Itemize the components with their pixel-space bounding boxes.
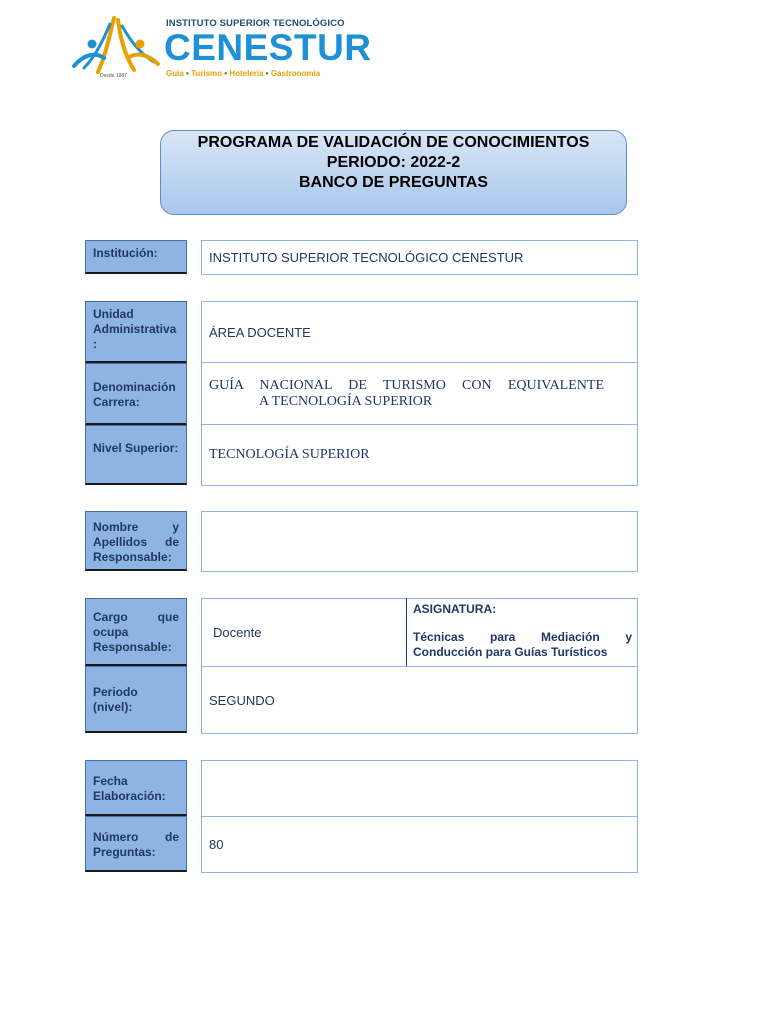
tagline-item: Turismo <box>191 69 223 78</box>
nivel-value: TECNOLOGÍA SUPERIOR <box>209 447 370 462</box>
denominacion-value-line-2: A TECNOLOGÍA SUPERIOR <box>259 393 433 409</box>
institucion-field[interactable] <box>201 240 638 275</box>
tagline-separator: • <box>265 69 269 78</box>
fecha-label: Fecha Elaboración: <box>85 760 187 816</box>
asignatura-label: ASIGNATURA: <box>413 602 497 616</box>
logo-tagline <box>166 69 320 78</box>
denominacion-label: Denominación Carrera: <box>85 363 187 425</box>
unidad-value: ÁREA DOCENTE <box>209 324 311 340</box>
periodo-field[interactable] <box>201 667 638 734</box>
tagline-item: Hotelería <box>229 69 264 78</box>
nivel-field[interactable] <box>201 425 638 486</box>
unidad-field[interactable] <box>201 301 638 363</box>
tagline-item: Gastronomía <box>270 69 321 78</box>
institucion-label: Institución: <box>85 240 187 274</box>
numero-value: 80 <box>209 837 224 852</box>
numero-label: Número de Preguntas: <box>85 816 187 872</box>
asignatura-field[interactable] <box>406 598 638 666</box>
title-line-3: BANCO DE PREGUNTAS <box>298 174 489 191</box>
periodo-value: SEGUNDO <box>209 692 275 708</box>
denominacion-field[interactable] <box>201 363 638 425</box>
institucion-value: INSTITUTO SUPERIOR TECNOLÓGICO CENESTUR <box>209 250 524 265</box>
tagline-separator: • <box>186 69 189 78</box>
responsable-label: Nombre y Apellidos de Responsable: <box>85 511 187 571</box>
cargo-label: Cargo que ocupa Responsable: <box>85 598 187 666</box>
logo-name-text: CENESTUR <box>164 27 372 68</box>
tagline-separator: • <box>224 69 228 78</box>
document-title-box <box>160 130 627 215</box>
asignatura-value: Técnicas para Mediación y Conducción para Guías Turísticos <box>413 630 632 659</box>
title-line-1: PROGRAMA DE VALIDACIÓN DE CONOCIMIENTOS <box>197 134 590 151</box>
logo-institute-text: INSTITUTO SUPERIOR TECNOLÓGICO <box>166 18 345 29</box>
title-line-2: PERIODO: 2022-2 <box>326 154 461 171</box>
nivel-label: Nivel Superior: <box>85 425 187 485</box>
numero-field[interactable] <box>201 817 638 873</box>
institution-logo <box>70 14 372 84</box>
responsable-field[interactable] <box>201 511 638 572</box>
unidad-label: Unidad Administrativa : <box>85 301 187 363</box>
cargo-field[interactable] <box>201 598 407 667</box>
periodo-label: Periodo (nivel): <box>85 666 187 733</box>
tagline-item: Guía <box>166 69 184 78</box>
cargo-value: Docente <box>213 625 262 640</box>
fecha-field[interactable] <box>201 760 638 817</box>
denominacion-value-line-1: GUÍA NACIONAL DE TURISMO CON EQUIVALENTE <box>209 377 604 393</box>
logo-since-text: Desde 1987 <box>100 73 127 79</box>
